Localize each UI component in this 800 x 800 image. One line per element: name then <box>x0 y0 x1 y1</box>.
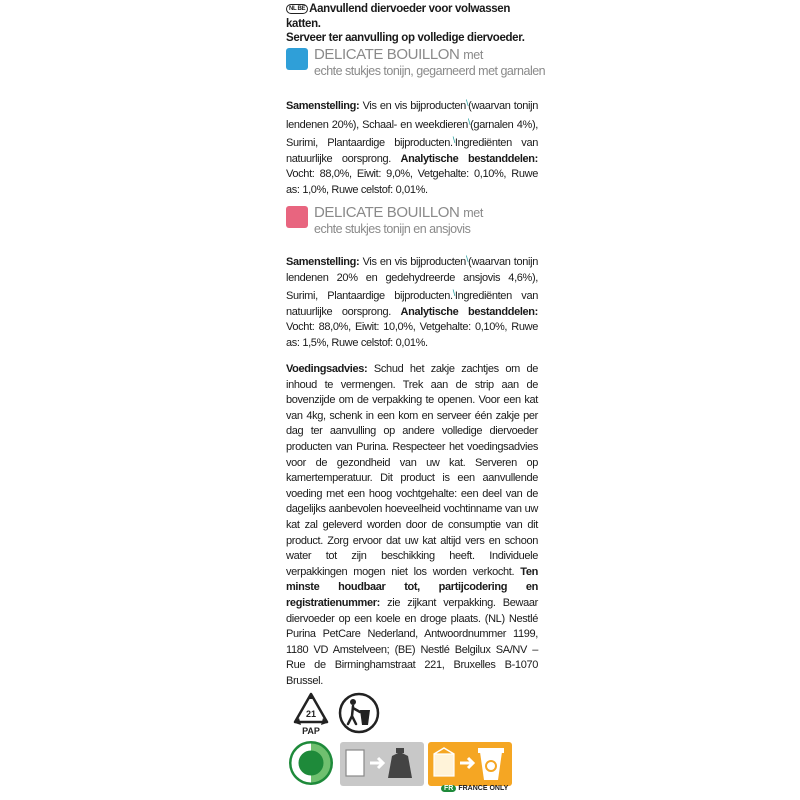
variant-tuna-anchovy-composition <box>286 252 538 352</box>
variant-title: DELICATE BOUILLON met <box>314 204 483 221</box>
intro-line-2: Serveer ter aanvulling op volledige diervoeder. <box>286 32 525 44</box>
recycle-code: PAP <box>302 726 320 736</box>
tidyman-icon <box>338 692 380 734</box>
country-badge: NL BE <box>286 4 308 14</box>
fr-badge: FR <box>441 785 456 792</box>
sort-grey-icon <box>340 742 424 786</box>
intro-text <box>286 2 546 46</box>
green-dot-icon <box>288 740 334 786</box>
variant-tuna-anchovy-heading <box>286 204 556 244</box>
natural-mark-icon: \ <box>452 288 455 299</box>
feeding-paragraph: Voedingsadvies: Schud het zakje zachtjes om de inhoud te vermengen. Trek aan de strip aan de bovenzijde om de verpakking te openen. Voor een kat van 4kg, schenk in een kom en serveer één zakje per dag ter aanvulling op andere volledige diervoeder producten van Purina. Respecteer het voedingsadvies voor de gezondheid van uw kat. Serveren op kamertemperatuur. Dit product is een aanvullende voeding met een hoog vochtgehalte: een deel van de dagelijks aanbevolen hoeveelheid vochtinname van uw kat zal geleverd worden door de consumptie van dit product. Zorg ervoor dat uw kat altijd vers en schoon water tot zijn beschikking heeft. Individuele verpakkingen mogen niet los worden verkocht. Ten minste houdbaar tot, partijcodering en registratienummer: zie zijkant verpakking. Bewaar diervoeder op een koele en droge plaats. (NL) Nestlé Purina PetCare Nederland, Antwoordnummer 1199, 1180 VD Amstelveen; (BE) Nestlé Belgilux SA/NV – Rue de Birminghamstraat 221, Bruxelles B-1070 Brussel. <box>286 363 538 687</box>
variant-subtitle: echte stukjes tonijn en ansjovis <box>314 222 471 236</box>
france-only-label <box>441 785 508 792</box>
variant-title: DELICATE BOUILLON met <box>314 46 483 63</box>
variant-tuna-shrimp-composition <box>286 96 538 199</box>
fr-text: FRANCE ONLY <box>458 785 509 792</box>
feeding-advice <box>286 362 538 689</box>
recycle-triangle-icon <box>290 690 332 740</box>
recycling-icons <box>286 690 546 800</box>
sort-yellow-icon <box>428 742 512 786</box>
natural-mark-icon: \ <box>465 254 469 264</box>
natural-mark-icon: \ <box>465 98 469 108</box>
variant-subtitle: echte stukjes tonijn, gegarneerd met garnalen <box>314 64 546 78</box>
pink-swatch <box>286 206 308 228</box>
composition-paragraph: Samenstelling: Vis en vis bijproducten\(waarvan tonijn lendenen 20%), Schaal- en weekdieren\(garnalen 4%), Surimi, Plantaardige bijproducten.\Ingrediënten van natuurlijke oorsprong. Analytische bestanddelen: Vocht: 88,0%, Eiwit: 9,0%, Vetgehalte: 0,10%, Ruwe as: 1,0%, Ruwe celstof: 0,01%. <box>286 98 538 196</box>
blue-swatch <box>286 48 308 70</box>
intro-line-1: NL BE Aanvullend diervoeder voor volwassen katten. <box>286 3 511 30</box>
natural-mark-icon: \ <box>452 135 455 146</box>
natural-mark-icon: \ <box>467 116 471 127</box>
composition-paragraph: Samenstelling: Vis en vis bijproducten\(waarvan tonijn lendenen 20% en gedehydreerde ansjovis 4,6%), Surimi, Plantaardige bijproducten.\Ingrediënten van natuurlijke oorsprong. Analytische bestanddelen: Vocht: 88,0%, Eiwit: 10,0%, Vetgehalte: 0,10%, Ruwe as: 1,5%, Ruwe celstof: 0,01%. <box>286 254 538 349</box>
recycle-number: 21 <box>305 709 317 719</box>
variant-tuna-shrimp-heading <box>286 46 556 86</box>
